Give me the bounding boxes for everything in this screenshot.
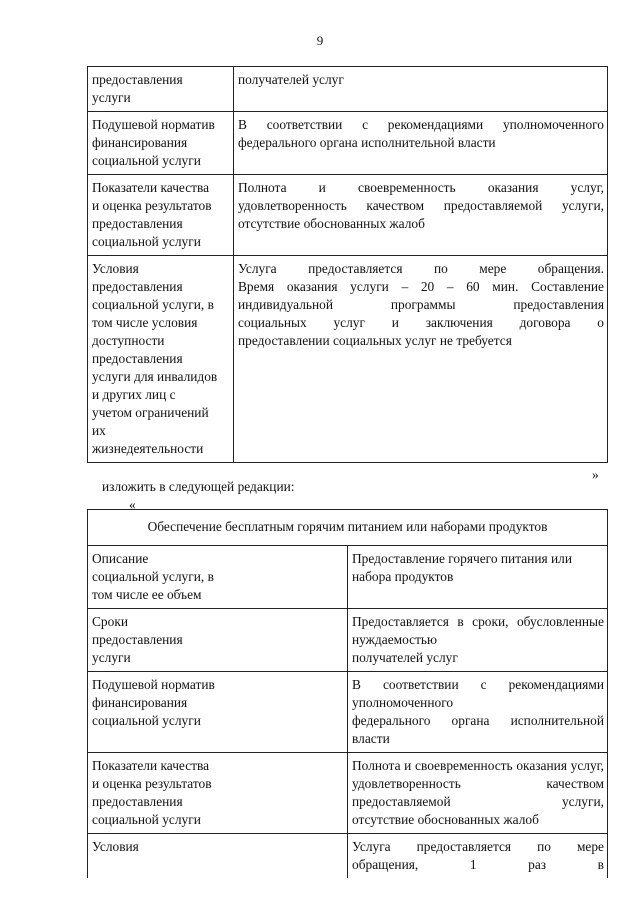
label-line: социальной услуги, в	[92, 297, 214, 312]
label-line: финансирования	[92, 695, 188, 710]
label-line: учетом ограничений	[92, 405, 209, 420]
row-label-cell	[88, 609, 348, 672]
row-label-cell	[88, 112, 234, 175]
table-row	[88, 256, 608, 463]
label-line: Подушевой норматив	[92, 117, 215, 132]
label-line: предоставления	[92, 632, 183, 647]
row-label-cell	[88, 256, 234, 463]
opening-quote: «	[129, 497, 136, 512]
label-line: социальной услуги, в	[92, 569, 214, 584]
content-line: Услуга предоставляется по мере обращения.	[238, 261, 604, 276]
content-line: социальных услуг и заключения договора о	[238, 315, 604, 330]
content-line: Услуга предоставляется по мере обращения, 1 раз в	[352, 839, 604, 872]
page-number: 9	[316, 33, 324, 48]
services-table-continued	[87, 66, 608, 463]
label-line: доступности	[92, 333, 165, 348]
content-line: Предоставление горячего питания или набора продуктов	[352, 551, 573, 584]
content-line: индивидуальной программы предоставления	[238, 297, 604, 312]
label-line: Показатели качества	[92, 180, 210, 195]
label-line: Сроки	[92, 614, 128, 629]
label-line: том числе ее объем	[92, 587, 202, 602]
row-label-cell	[88, 67, 234, 112]
label-line: предоставления	[92, 279, 183, 294]
label-line: услуги	[92, 90, 131, 105]
label-line: социальной услуги	[92, 153, 201, 168]
content-line: В соответствии с рекомендациями уполномоченного	[238, 117, 604, 132]
content-line: В соответствии с рекомендациями уполномоченного	[352, 677, 604, 710]
table-row	[88, 672, 608, 753]
table-row	[88, 112, 608, 175]
amendment-instruction: изложить в следующей редакции:	[102, 479, 295, 494]
label-line: Условия	[92, 261, 139, 276]
label-line: Описание	[92, 551, 149, 566]
service-title: Обеспечение бесплатным горячим питанием или наборами продуктов	[88, 510, 608, 546]
label-line: финансирования	[92, 135, 188, 150]
content-line: получателей услуг	[238, 72, 344, 87]
row-content-cell	[348, 672, 608, 753]
services-table-new-edition	[87, 509, 608, 878]
table-row	[88, 834, 608, 879]
row-label-cell	[88, 753, 348, 834]
content-line: Полнота и своевременность оказания услуг,	[352, 758, 604, 773]
label-line: их	[92, 423, 106, 438]
table-row	[88, 753, 608, 834]
row-content-cell	[348, 609, 608, 672]
table-row	[88, 609, 608, 672]
label-line: социальной услуги	[92, 234, 201, 249]
label-line: социальной услуги	[92, 812, 201, 827]
content-line: отсутствие обоснованных жалоб	[352, 812, 539, 827]
label-line: и других лиц с	[92, 387, 176, 402]
row-content-cell	[348, 546, 608, 609]
label-line: услуги для инвалидов	[92, 369, 218, 384]
label-line: предоставления	[92, 72, 183, 87]
label-line: предоставления	[92, 794, 183, 809]
row-label-cell	[88, 546, 348, 609]
closing-quote: »	[592, 467, 599, 482]
row-label-cell	[88, 834, 348, 879]
row-content-cell	[234, 67, 608, 112]
table-row	[88, 67, 608, 112]
content-line: федерального органа исполнительной власти	[352, 713, 604, 746]
label-line: Условия	[92, 839, 139, 854]
row-content-cell	[234, 256, 608, 463]
row-label-cell	[88, 175, 234, 256]
content-line: удовлетворенность качеством предоставляемой услуги,	[238, 198, 604, 213]
row-content-cell	[234, 175, 608, 256]
row-content-cell	[348, 753, 608, 834]
table-row	[88, 175, 608, 256]
content-line: предоставлении социальных услуг не требуется	[238, 333, 512, 348]
label-line: Показатели качества	[92, 758, 210, 773]
label-line: Подушевой норматив	[92, 677, 215, 692]
content-line: Предоставляется в сроки, обусловленные нуждаемостью	[352, 614, 604, 647]
content-line: отсутствие обоснованных жалоб	[238, 216, 425, 231]
row-content-cell	[348, 834, 608, 879]
label-line: и оценка результатов	[92, 198, 212, 213]
content-line: Время оказания услуги – 20 – 60 мин. Составление	[238, 279, 604, 294]
table-title-row	[88, 510, 608, 546]
content-line: Полнота и своевременность оказания услуг,	[238, 180, 604, 195]
content-line: удовлетворенность качеством предоставляемой услуги,	[352, 776, 604, 809]
content-line: федерального органа исполнительной власти	[238, 135, 496, 150]
label-line: услуги	[92, 650, 131, 665]
label-line: и оценка результатов	[92, 776, 212, 791]
row-content-cell	[234, 112, 608, 175]
content-line: получателей услуг	[352, 650, 458, 665]
label-line: социальной услуги	[92, 713, 201, 728]
row-label-cell	[88, 672, 348, 753]
label-line: предоставления	[92, 351, 183, 366]
label-line: том числе условия	[92, 315, 198, 330]
label-line: жизнедеятельности	[92, 441, 204, 456]
table-row	[88, 546, 608, 609]
label-line: предоставления	[92, 216, 183, 231]
